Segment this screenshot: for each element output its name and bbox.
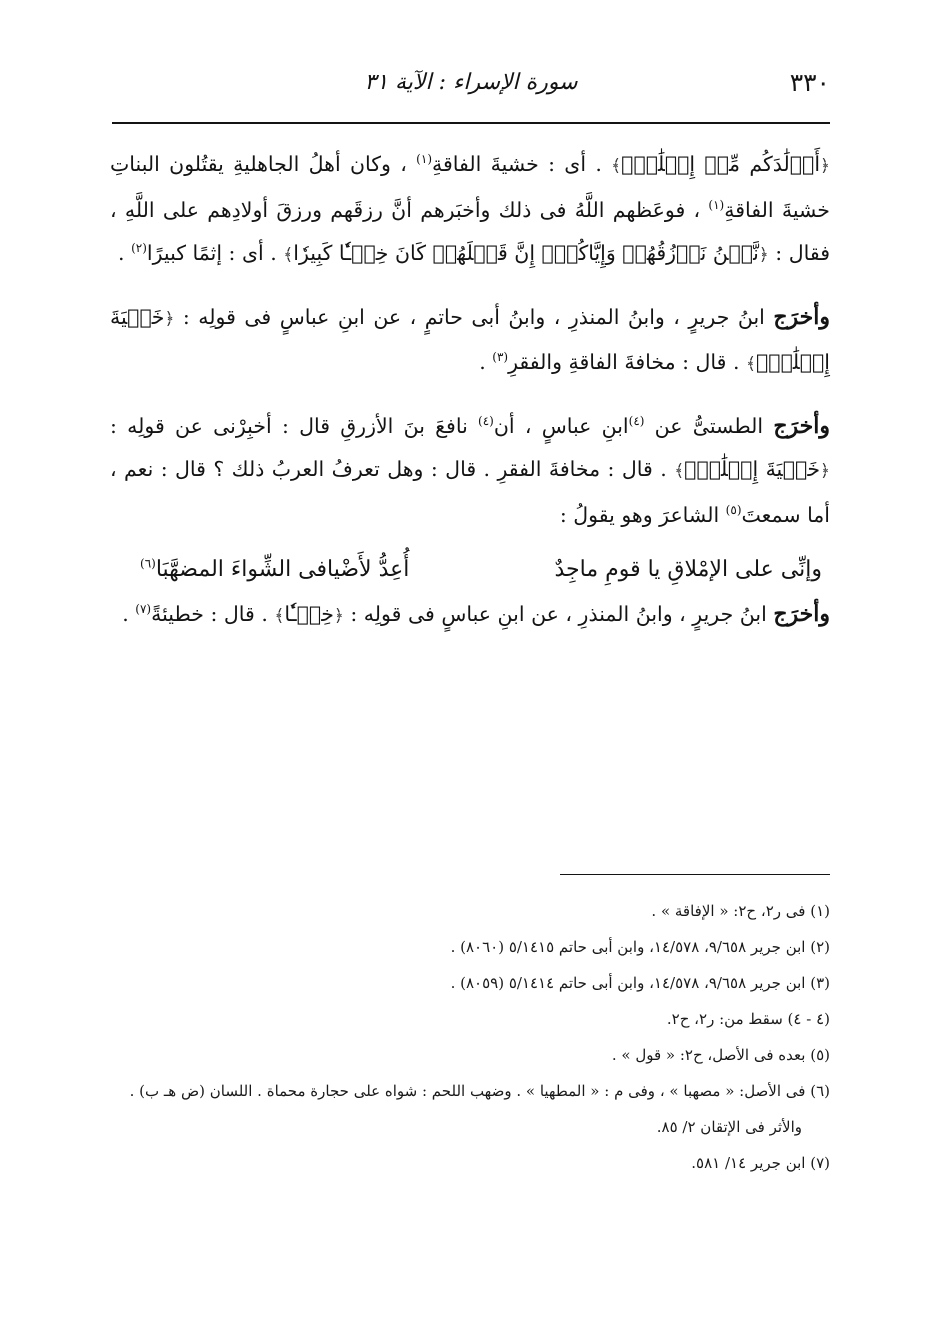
text-run: . قال : مخافةَ الفاقةِ والفقرِ [508, 350, 747, 374]
quran-open-bracket: ﴿ [758, 245, 769, 265]
text-run: ابنِ عباسٍ ، أن [493, 413, 629, 438]
paragraph-lead: وأخرَج [773, 303, 830, 330]
text-run: . قال : مخافةَ الفقرِ . قال : وهل تعرفُ العربُ ذلك ؟ قال : نعم ، أما سمعتَ [110, 457, 830, 527]
quran-close-bracket: ﴾ [746, 354, 756, 374]
text-run: ، فوعَظهم اللَّهُ فى ذلك وأخبَرهم أنَّ رزقَهم ورزقَ أولادِهم على اللَّهِ ، فقال : [110, 197, 830, 265]
poetry-verse [110, 547, 830, 593]
paragraph-2 [110, 296, 830, 387]
text-run: الطستىُّ عن [644, 413, 774, 438]
text-run: . أى : إثمًا كبيرًا [146, 241, 284, 265]
paragraph-lead: وأخرَج [773, 601, 830, 627]
footnote-continuation: والأثر فى الإتقان ٢/ ٨٥. [656, 1118, 802, 1136]
quran-close-bracket: ﴾ [274, 606, 285, 626]
text-run: . [122, 602, 136, 626]
footnote-marker: (٤) [628, 413, 645, 428]
paragraph-4 [110, 593, 830, 639]
footnote-marker: (٣) [492, 350, 509, 365]
footnote-marker: (٧) [135, 602, 152, 617]
header-rule [112, 122, 830, 124]
footnote: (٣) ابن جرير ٩/٦٥٨، ١٤/٥٧٨، وابن أبى حاتم ٥/١٤١٤ (٨٠٥٩) . [450, 974, 830, 992]
text-run: ابنُ جريرٍ ، وابنُ المنذرِ ، عن ابنِ عباسٍ فى قولِه : [343, 602, 774, 626]
quran-open-bracket: ﴿ [820, 156, 831, 176]
text-run: ابنُ جريرٍ ، وابنُ المنذرِ ، وابنُ أبى حاتمٍ ، عن ابنِ عباسٍ فى قولِه : [174, 304, 774, 329]
quran-quote: نَّحۡنُ نَرۡزُقُهُمۡ وَإِيَّاكُمۡۚ إِنَّ قَتۡلَهُمۡ كَانَ خِطۡـٔٗا كَبِيرٗا [293, 241, 759, 265]
footnote: (١) فى ر٢، ح٢: « الإفاقة » . [651, 902, 830, 920]
text-run: . قال : خطيئةً [151, 602, 275, 626]
footnotes [110, 893, 830, 1181]
quran-close-bracket: ﴾ [283, 245, 294, 265]
paragraph-1 [110, 143, 830, 278]
quran-open-bracket: ﴿ [164, 308, 175, 329]
text-run: . [118, 241, 132, 265]
footnote: (٢) ابن جرير ٩/٦٥٨، ١٤/٥٧٨، وابن أبى حاتم ٥/١٤١٥ (٨٠٦٠) . [450, 938, 830, 956]
paragraph-3 [110, 405, 830, 538]
footnote: (٥) بعده فى الأصل، ح٢: « قول » . [611, 1046, 830, 1064]
quran-quote: أَوۡلَٰدَكُم مِّنۡ إِمۡلَٰقٖۖ [621, 152, 821, 176]
footnote-marker: (٢) [131, 241, 147, 256]
main-text [110, 143, 830, 639]
quran-open-bracket: ﴿ [820, 461, 830, 481]
footnote-marker: (١) [416, 152, 432, 167]
quran-quote: خِطۡـٔٗا [284, 602, 334, 626]
quran-quote: خَشۡيَةَ إِمۡلَٰقٖۖ [684, 457, 821, 481]
quran-quote: خَشۡيَةَ إِمۡلَٰقٖۖ [110, 304, 830, 374]
footnote: (٧) ابن جرير ١٤/ ٥٨١. [691, 1154, 830, 1172]
verse-first-hemistich: وإنِّى على الإمْلاقِ يا قومِ ماجِدٌ [554, 557, 822, 582]
text-run: . أى : خشيةَ الفاقةِ [432, 152, 612, 176]
footnote-marker: (١) [708, 197, 725, 212]
quran-close-bracket: ﴾ [611, 156, 622, 176]
page-number: ٣٣٠ [789, 68, 830, 97]
footnote-marker: (٤) [478, 413, 494, 428]
page-header [112, 60, 830, 110]
verse-text: أُعِدُّ لأَضْيافى الشِّواءَ المضهَّبَا [155, 557, 410, 582]
footnote: (٦) فى الأصل: « مصهبا » ، وفى م : « المطهيا » . وضهب اللحم : شواه على حجارة محماة . اللسان (ض هـ ب) . [129, 1082, 830, 1100]
footnote-separator [560, 874, 830, 875]
footnote-marker: (٥) [725, 502, 742, 517]
quran-close-bracket: ﴾ [674, 461, 685, 481]
text-run: ، وكان أهلُ الجاهليةِ يقتُلون البناتِ خشيةَ الفاقةِ [110, 152, 830, 222]
quran-open-bracket: ﴿ [333, 606, 344, 626]
running-title: سورة الإسراء : الآية ٣١ [364, 70, 578, 95]
footnote-marker: (٦) [140, 556, 156, 571]
paragraph-lead: وأخرَج [773, 412, 830, 439]
text-run: نافعَ بنَ الأزرقِ قال : أخبِرْنى عن قولِه : [110, 413, 479, 438]
text-run: . [479, 350, 493, 374]
verse-second-hemistich [140, 547, 409, 593]
text-run: الشاعرَ وهو يقولُ : [559, 502, 726, 527]
footnote: (٤ - ٤) سقط من: ر٢، ح٢. [666, 1010, 830, 1028]
